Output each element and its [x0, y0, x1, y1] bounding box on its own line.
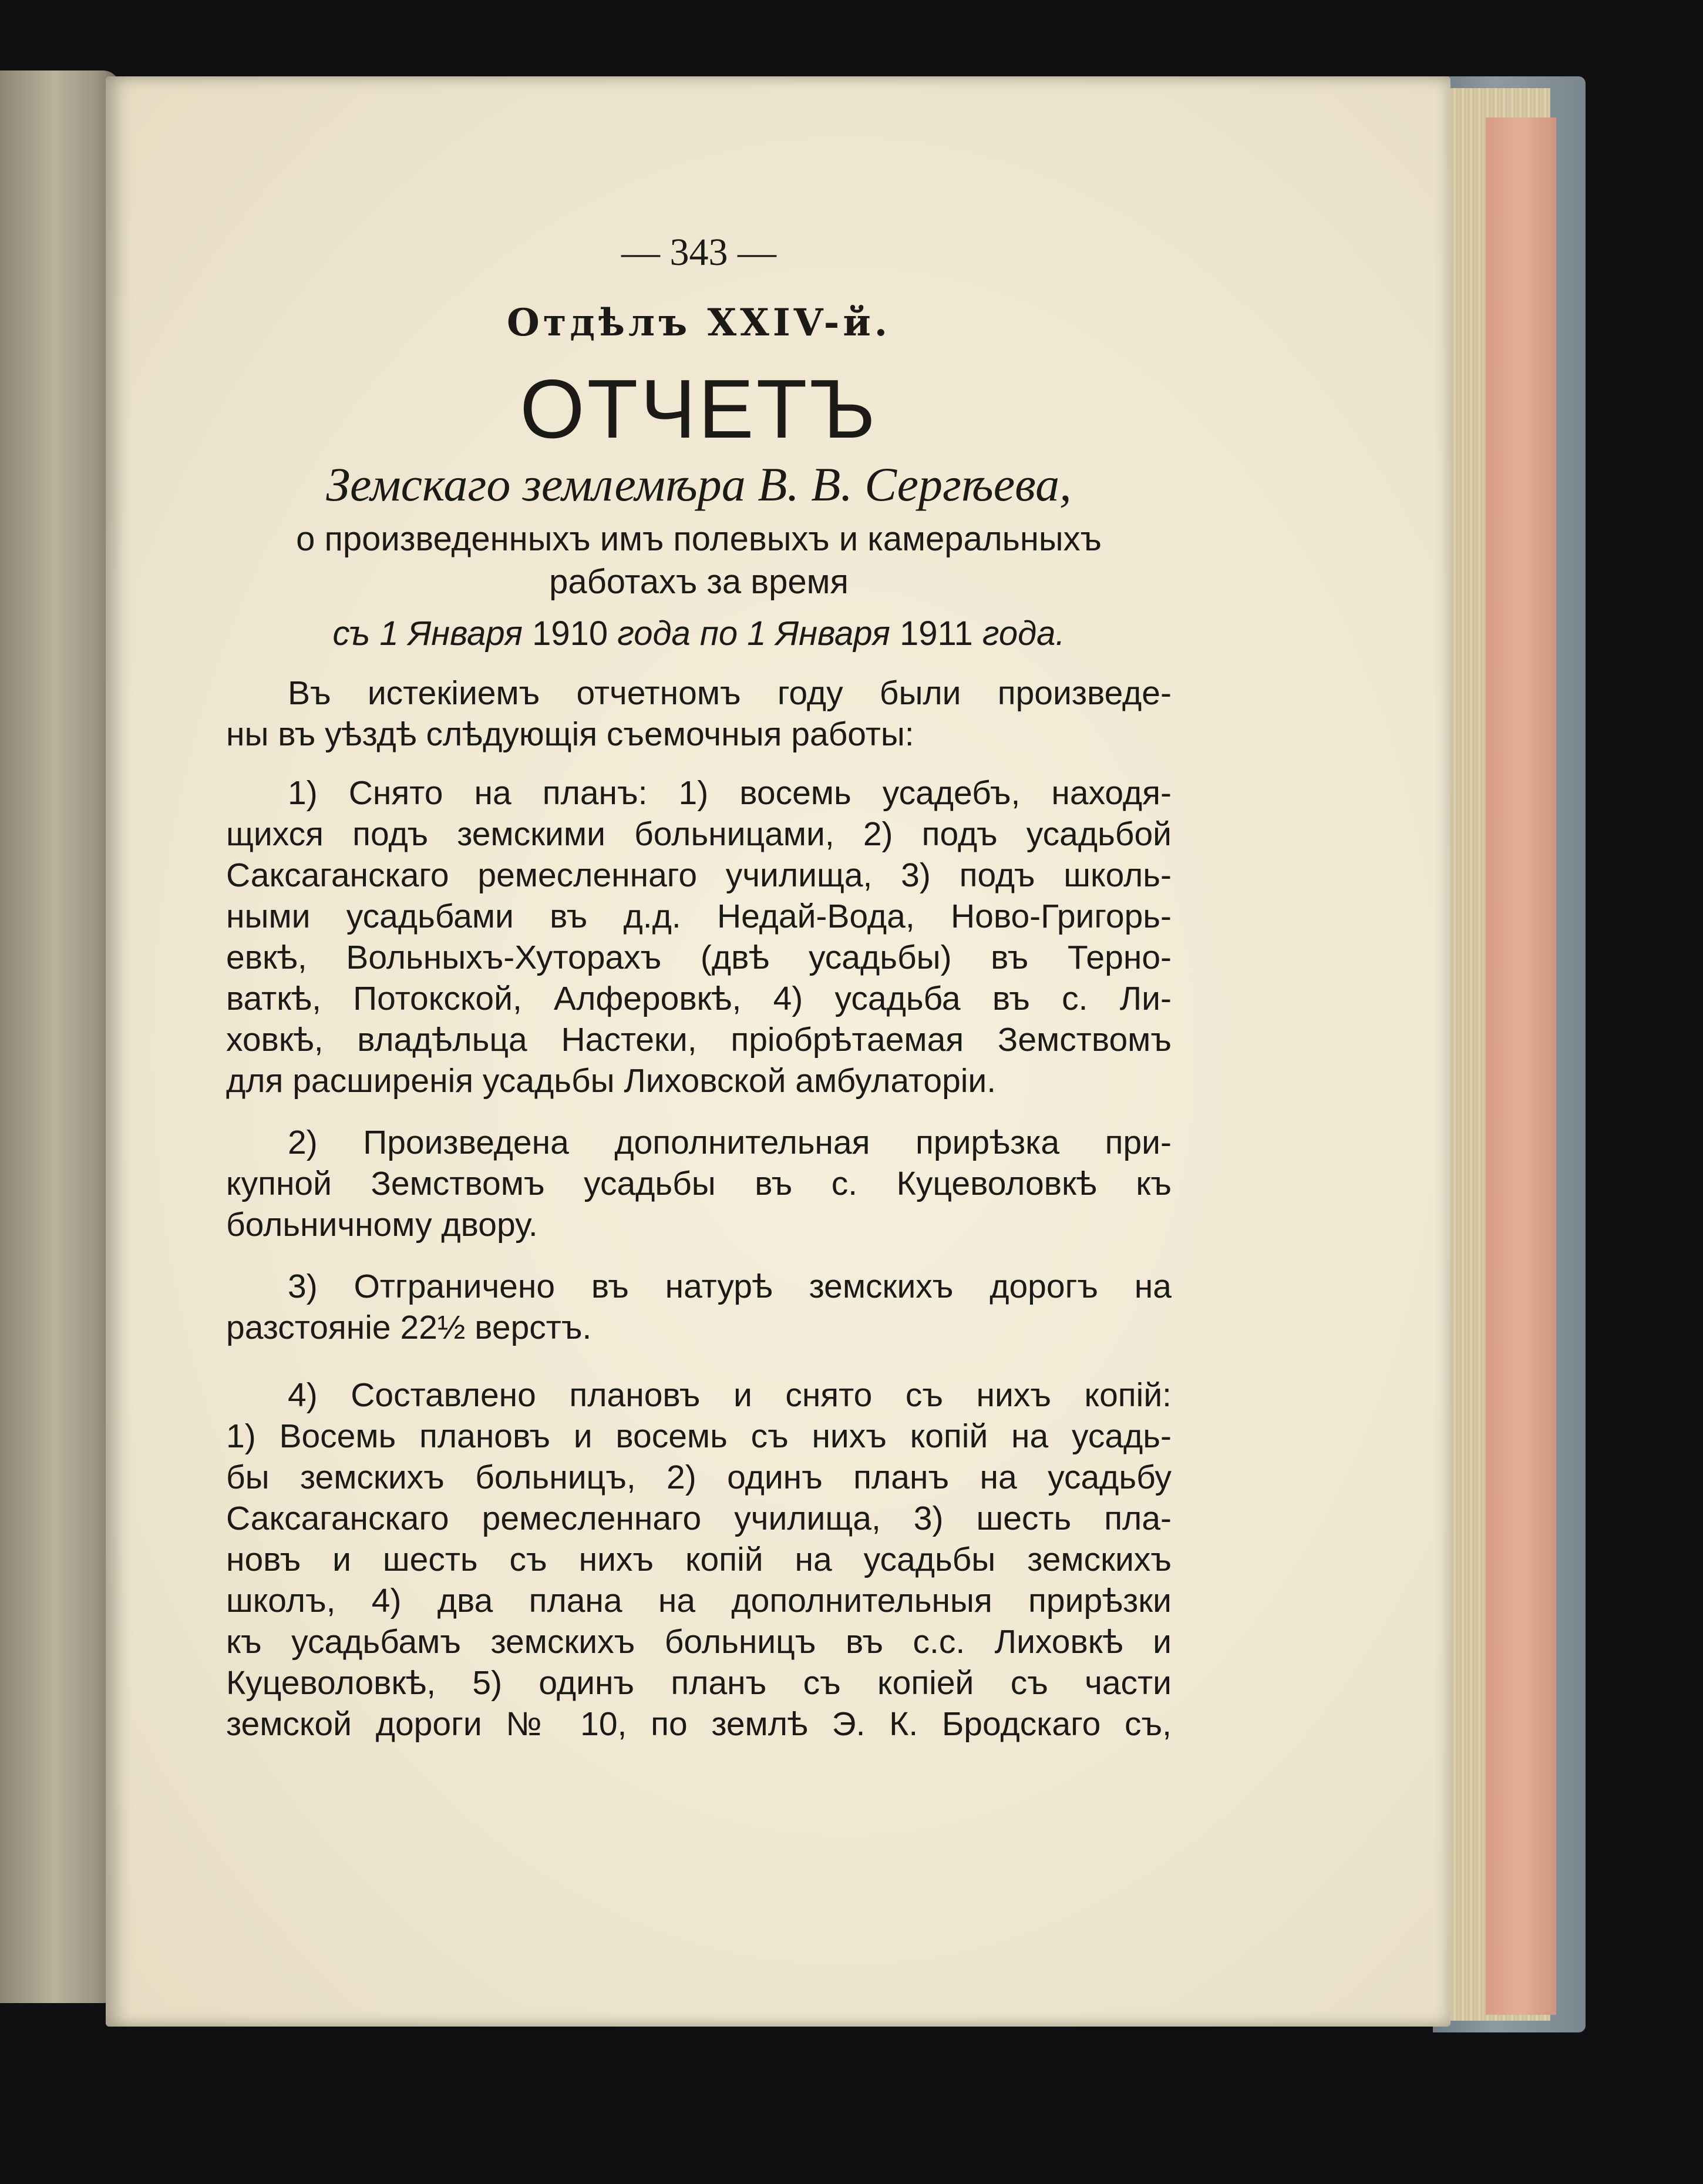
body-line: для расширенія усадьбы Лиховской амбулаторіи. [226, 1062, 997, 1100]
body-line: земской дороги № 10, по землѣ Э. К. Бродскаго съ, [226, 1705, 1172, 1743]
body-line: Саксаганскаго ремесленнаго училища, 3) шесть пла- [226, 1500, 1172, 1537]
date-text: съ 1 Января [332, 614, 523, 653]
body-line: новъ и шесть съ нихъ копій на усадьбы земскихъ [226, 1541, 1172, 1578]
body-line: 3) Отграничено въ натурѣ земскихъ дорогъ на [288, 1268, 1172, 1305]
body-line: ны въ уѣздѣ слѣдующія съемочныя работы: [226, 715, 914, 753]
page-number: — 343 — [621, 231, 776, 274]
subtitle-line: о произведенныхъ имъ полевыхъ и камеральныхъ [296, 520, 1102, 558]
body-line: ными усадьбами въ д.д. Недай-Вода, Ново-Григорь- [226, 898, 1172, 935]
body-line: бы земскихъ больницъ, 2) одинъ планъ на усадьбу [226, 1459, 1172, 1496]
facing-page-edge [0, 70, 120, 2003]
body-line: купной Земствомъ усадьбы въ с. Куцеволовкѣ къ [226, 1165, 1172, 1202]
body-line: евкѣ, Вольныхъ-Хуторахъ (двѣ усадьбы) въ Терно- [226, 939, 1172, 976]
section-title: Отдѣлъ XXIV-й. [506, 301, 891, 345]
body-line: разстояніе 22½ верстъ. [226, 1309, 592, 1346]
author-line: Земскаго землемѣра В. В. Сергѣева, [326, 458, 1072, 511]
date-text: года по 1 Января [617, 614, 890, 653]
body-line: Въ истекіиемъ отчетномъ году были произведе- [288, 674, 1172, 712]
body-line: щихся подъ земскими больницами, 2) подъ усадьбой [226, 815, 1172, 853]
body-line: 1) Восемь плановъ и восемь съ нихъ копій на усадь- [226, 1417, 1172, 1455]
subtitle-line: работахъ за время [549, 563, 849, 601]
report-title: ОТЧЕТЪ [520, 362, 878, 456]
date-line [226, 611, 1172, 657]
body-line: ваткѣ, Потокской, Алферовкѣ, 4) усадьба въ с. Ли- [226, 980, 1172, 1017]
body-line: 2) Произведена дополнительная прирѣзка при- [288, 1124, 1172, 1161]
body-line: 4) Составлено плановъ и снято съ нихъ копій: [288, 1376, 1172, 1414]
date-text: года. [982, 614, 1065, 653]
year: 1910 [532, 614, 608, 653]
body-line: Куцеволовкѣ, 5) одинъ планъ съ копіей съ части [226, 1664, 1172, 1702]
body-line: школъ, 4) два плана на дополнительныя прирѣзки [226, 1582, 1172, 1619]
body-line: больничному двору. [226, 1206, 538, 1244]
endpaper-edge [1486, 117, 1556, 2015]
body-line: Саксаганскаго ремесленнаго училища, 3) подъ школь- [226, 856, 1172, 894]
year: 1911 [900, 614, 973, 653]
body-line: 1) Снято на планъ: 1) восемь усадебъ, находя- [288, 774, 1172, 812]
body-line: ховкѣ, владѣльца Настеки, пріобрѣтаемая Земствомъ [226, 1021, 1172, 1059]
body-line: къ усадьбамъ земскихъ больницъ въ с.с. Лиховкѣ и [226, 1623, 1172, 1661]
